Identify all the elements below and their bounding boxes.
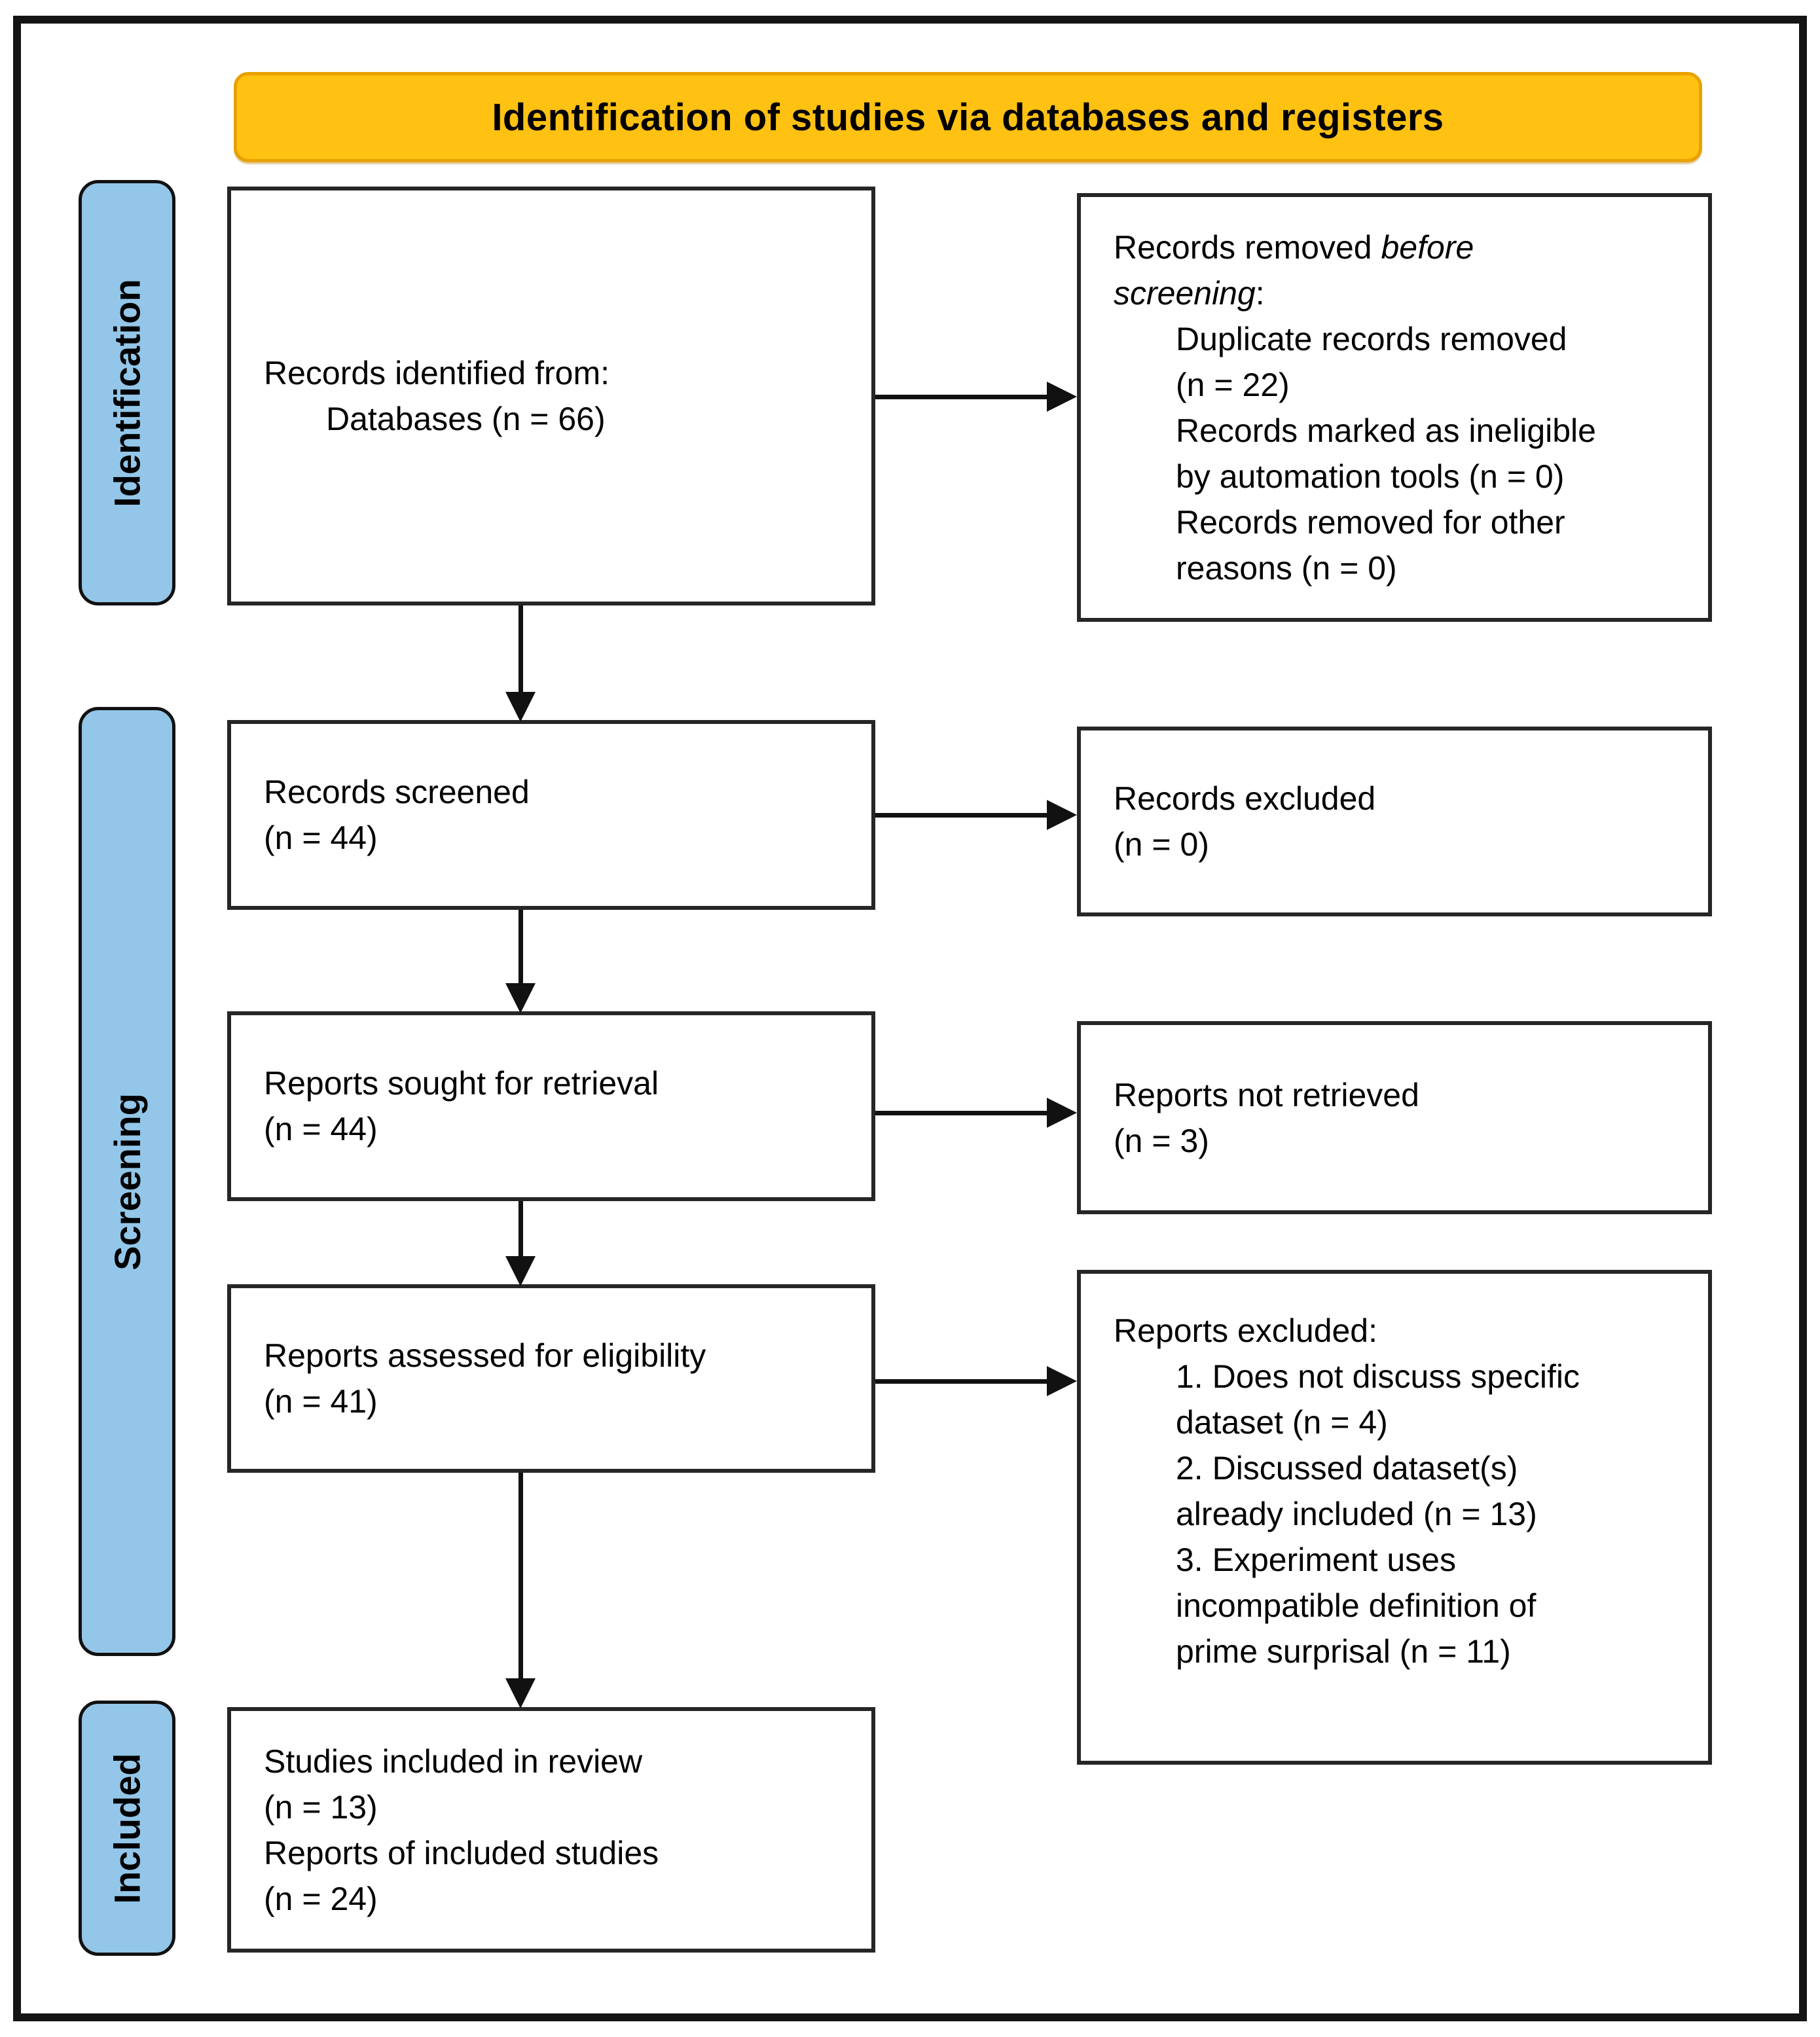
stage-label-identification [79,180,175,605]
arrow-line [875,1379,1047,1384]
stage-label-screening-text: Screening [106,1092,148,1271]
arrow-head-right-icon [1047,382,1077,412]
title-banner-text: Identification of studies via databases and registers [492,96,1444,139]
box-records-identified-text: Records identified from: Databases (n = 66) [264,355,610,437]
arrow-line [875,813,1047,818]
arrow-line [519,910,523,983]
stage-label-identification-text: Identification [106,278,148,507]
arrow-right-identified-to-removed [875,382,1077,412]
box-records-removed-text: Records removed before screening: Duplicate records removed (n = 22) Records marked as ineligible by automation tools (n = 0) Records removed for other reasons (n = 0) [1114,228,1596,586]
arrow-right-assessed-to-reports-excluded [875,1366,1077,1396]
box-reports-excluded-text: Reports excluded: 1. Does not discuss specific dataset (n = 4) 2. Discussed dataset(s) already included (n = 13) 3. Experiment uses incompatible definition of prime surprisal (n = 11) [1114,1312,1580,1670]
box-studies-included-in-review [227,1707,875,1953]
box-records-screened-text: Records screened (n = 44) [264,774,530,856]
arrow-down-assessed-to-included [505,1473,536,1708]
arrow-down-identified-to-screened [505,605,536,722]
box-reports-sought-text: Reports sought for retrieval (n = 44) [264,1065,659,1147]
box-records-excluded-text: Records excluded (n = 0) [1114,780,1376,863]
box-reports-excluded [1077,1270,1712,1765]
box-records-screened [227,720,875,910]
arrow-head-down-icon [505,983,536,1013]
arrow-head-right-icon [1047,800,1077,830]
arrow-right-screened-to-excluded [875,800,1077,830]
arrow-head-down-icon [505,1678,536,1708]
arrow-line [875,395,1047,399]
box-reports-assessed-for-eligibility [227,1284,875,1473]
arrow-head-down-icon [505,1256,536,1286]
arrow-down-screened-to-sought [505,910,536,1013]
arrow-head-right-icon [1047,1098,1077,1128]
title-banner [234,72,1702,162]
box-reports-not-retrieved-text: Reports not retrieved (n = 3) [1114,1076,1419,1159]
arrow-down-sought-to-assessed [505,1201,536,1286]
stage-label-screening [79,707,175,1656]
stage-label-included-text: Included [106,1752,148,1904]
box-records-identified [227,187,875,605]
box-records-removed-before-screening [1077,193,1712,622]
arrow-right-sought-to-not-retrieved [875,1098,1077,1128]
box-reports-sought-for-retrieval [227,1011,875,1201]
stage-label-included [79,1701,175,1956]
arrow-line [875,1111,1047,1115]
arrow-head-down-icon [505,692,536,722]
arrow-head-right-icon [1047,1366,1077,1396]
arrow-line [519,1201,523,1256]
box-records-excluded [1077,727,1712,916]
arrow-line [519,1473,523,1678]
arrow-line [519,605,523,692]
box-studies-included-text: Studies included in review (n = 13) Reports of included studies (n = 24) [264,1742,659,1917]
box-reports-not-retrieved [1077,1021,1712,1214]
box-reports-assessed-text: Reports assessed for eligibility (n = 41) [264,1337,706,1420]
